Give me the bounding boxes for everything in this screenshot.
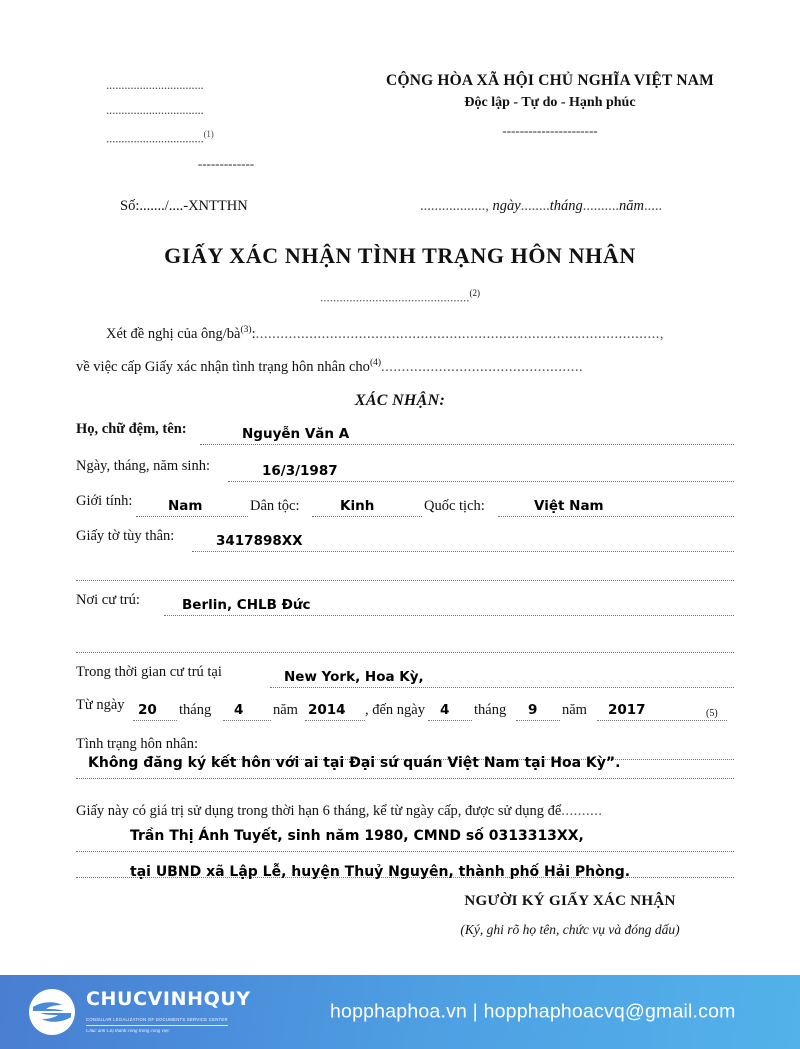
field-stay-location: [76, 664, 734, 694]
gender-value: Nam: [168, 498, 203, 514]
page-title: GIẤY XÁC NHẬN TÌNH TRẠNG HÔN NHÂN: [164, 243, 636, 268]
purpose-rule-1: [76, 851, 734, 852]
nationality-value: Việt Nam: [534, 498, 604, 514]
id-document-label: Giấy tờ tùy thân:: [76, 528, 175, 544]
date-of-birth-rule: [228, 481, 734, 482]
gender-label: Giới tính:: [76, 493, 133, 509]
from-month-value: 4: [234, 702, 244, 718]
month-word: tháng: [549, 198, 583, 214]
year-word: năm: [618, 198, 644, 214]
full-name-label: Họ, chữ đệm, tên:: [76, 421, 187, 437]
to-year-rule: [597, 720, 727, 721]
footer-banner: [0, 975, 800, 1049]
authority-dots-3: ................................: [106, 130, 204, 146]
national-heading-block: [340, 72, 760, 139]
id-document-value: 3417898XX: [216, 533, 303, 549]
brand-tagline-vi: Chúc anh Chị thành công trong công việc: [86, 1028, 170, 1034]
marital-status-underrule: [76, 778, 734, 779]
to-year-value: 2017: [608, 702, 646, 718]
brand-name: CHUCVINHQUY: [86, 988, 251, 1011]
signer-title: NGƯỜI KÝ GIẤY XÁC NHẬN: [464, 893, 676, 909]
request-by-line: [106, 325, 726, 343]
footnote-marker-1: (1): [203, 129, 214, 139]
authority-dotted-line-2: ................................: [106, 102, 204, 117]
field-stay-dates: [76, 697, 734, 727]
to-month-rule: [516, 720, 560, 721]
gender-rule: [136, 516, 248, 517]
brand-logo: [28, 988, 251, 1036]
stay-separator-rule: [76, 652, 734, 653]
nationality-rule: [498, 516, 734, 517]
to-day-value: 4: [440, 702, 450, 718]
residence-value: Berlin, CHLB Đức: [182, 597, 311, 613]
residence-separator-rule: [76, 580, 734, 581]
reference-and-date-line: [0, 198, 800, 220]
chucvinhquy-logo-icon: [28, 988, 76, 1036]
issued-for-dots: .................................................: [381, 358, 584, 375]
to-day-label: , đến ngày: [365, 702, 425, 718]
ethnicity-value: Kinh: [340, 498, 375, 514]
from-day-value: 20: [138, 702, 157, 718]
from-year-label: năm: [273, 702, 298, 718]
field-date-of-birth: [76, 458, 734, 488]
title-subline-dots: ..............................................: [320, 289, 470, 305]
footer-contact-info: hopphaphoa.vn | hopphaphoacvq@gmail.com: [330, 1000, 736, 1023]
brand-tagline-en: CONSULAR LEGALIZATION OF DOCUMENTS SERVICE CENTER: [86, 1018, 228, 1025]
authority-underline-rule: -------------: [197, 156, 255, 172]
national-title: CỘNG HÒA XÃ HỘI CHỦ NGHĨA VIỆT NAM: [386, 72, 714, 89]
issue-place-date: [420, 198, 662, 215]
footnote-marker-2: (2): [469, 288, 480, 298]
footnote-marker-4: (4): [369, 358, 382, 368]
from-month-label: tháng: [179, 702, 212, 718]
national-motto: Độc lập - Tự do - Hạnh phúc: [464, 95, 636, 110]
validity-dots: ..........: [561, 803, 603, 819]
date-of-birth-value: 16/3/1987: [262, 463, 338, 479]
document-number: Số:......./....-XNTTHN: [120, 198, 248, 214]
to-year-label: năm: [562, 702, 587, 718]
stay-location-label: Trong thời gian cư trú tại: [76, 664, 222, 680]
request-by-label: Xét đề nghị của ông/bà: [106, 325, 241, 342]
footnote-marker-5: (5): [706, 708, 718, 719]
nationality-label: Quốc tịch:: [424, 498, 485, 514]
year-dots: .....: [643, 198, 663, 214]
field-gender-ethnicity-nationality: [76, 493, 734, 523]
authority-dotted-line-3: [106, 122, 346, 150]
brand-wordmark: [86, 990, 251, 1033]
full-name-value: Nguyễn Văn A: [242, 426, 350, 442]
day-word: ngày: [488, 198, 521, 214]
to-month-value: 9: [528, 702, 538, 718]
issued-for-label: về việc cấp Giấy xác nhận tình trạng hôn nhân cho: [76, 358, 370, 375]
request-by-colon: :: [251, 325, 256, 342]
logo-swoosh-icon: [28, 988, 76, 1036]
field-residence: [76, 592, 734, 622]
validity-text: Giấy này có giá trị sử dụng trong thời hạn 6 tháng, kể từ ngày cấp, được sử dụng để: [76, 803, 562, 819]
footnote-marker-3: (3): [240, 325, 252, 335]
from-day-rule: [133, 720, 177, 721]
month-dots: ..........: [582, 198, 619, 214]
day-dots: ........: [520, 198, 550, 214]
from-month-rule: [223, 720, 271, 721]
place-dots: ..................,: [420, 198, 489, 214]
document-header: [0, 72, 800, 192]
request-by-dots: ..................................................................................................,: [255, 325, 664, 342]
to-day-rule: [428, 720, 472, 721]
ethnicity-label: Dân tộc:: [250, 498, 300, 514]
id-document-rule: [192, 551, 734, 552]
field-full-name: [76, 421, 734, 451]
marital-status-label: Tình trạng hôn nhân:: [76, 736, 199, 752]
field-id-document: [76, 528, 734, 558]
stay-location-value: New York, Hoa Kỳ,: [284, 669, 424, 685]
title-subline: [0, 288, 800, 305]
validity-statement: [76, 803, 603, 820]
purpose-line-2: tại UBND xã Lập Lễ, huyện Thuỷ Nguyên, thành phố Hải Phòng.: [130, 864, 631, 880]
purpose-line-1: Trần Thị Ánh Tuyết, sinh năm 1980, CMND số 0313313XX,: [130, 828, 584, 844]
motto-underline-rule: ----------------------: [502, 123, 598, 138]
residence-rule: [164, 615, 734, 616]
from-day-label: Từ ngày: [76, 697, 125, 713]
issuing-authority-block: [106, 72, 346, 172]
from-year-value: 2014: [308, 702, 346, 718]
date-of-birth-label: Ngày, tháng, năm sinh:: [76, 458, 210, 474]
issued-for-line: [76, 358, 736, 376]
authority-dotted-line-1: ................................: [106, 77, 204, 92]
full-name-rule: [200, 444, 734, 445]
from-year-rule: [305, 720, 365, 721]
confirmation-heading: XÁC NHẬN:: [354, 392, 446, 409]
to-month-label: tháng: [474, 702, 507, 718]
signer-instruction: (Ký, ghi rõ họ tên, chức vụ và đóng dấu): [460, 922, 680, 937]
residence-label: Nơi cư trú:: [76, 592, 140, 608]
stay-location-rule: [270, 687, 734, 688]
marital-status-value: Không đăng ký kết hôn với ai tại Đại sứ quán Việt Nam tại Hoa Kỳ”.: [88, 755, 621, 771]
ethnicity-rule: [312, 516, 422, 517]
